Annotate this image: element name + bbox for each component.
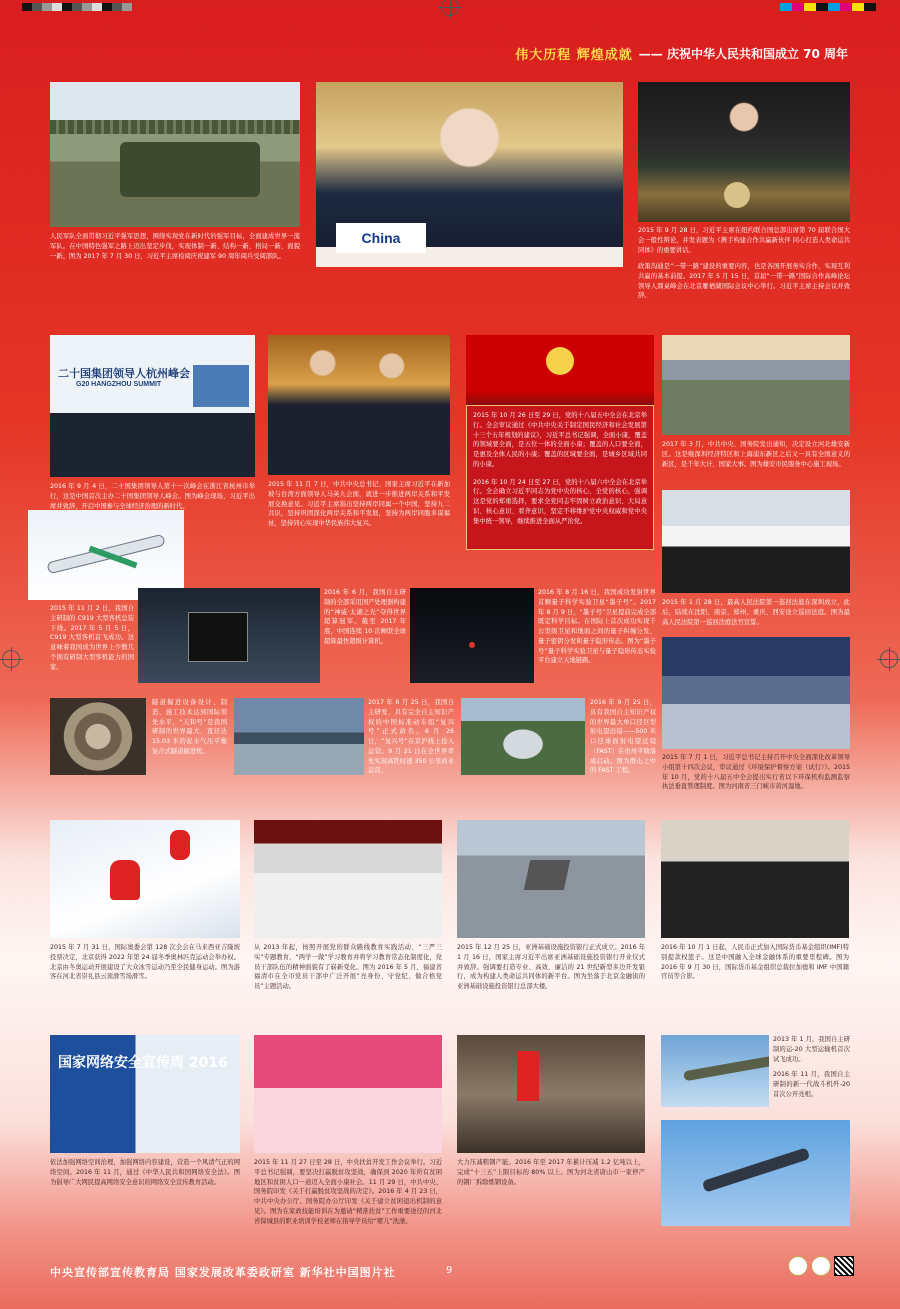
g20-banner-title: 二十国集团领导人杭州峰会 (58, 367, 190, 380)
g20-banner-subtitle: G20 HANGZHOU SUMMIT (76, 381, 162, 388)
caption-c919: 2015 年 11 月 2 日，我国自主研制的 C919 大型客机总装下线。2017 年 5 月 5 日，C919 大型客机首飞成功。这意味着我国成为世界上少数几个拥有研制大型客机能力的国家。 (50, 605, 134, 671)
caption-tunnel: 隧道掘进设备设计、制造、施工技术达到国际领先水平，“天和号”是我国研制的世界最大、直径达 15.03 米的泥水气压平衡复合式隧道掘进机。 (152, 699, 227, 755)
cyber-poster-title: 国家网络安全宣传周 2016 (58, 1055, 228, 1071)
caption-cyber: 依法加强网络空间治理，加强网络内容建设，营造一个风清气正的网络空间。2016 年 11 月，通过《中华人民共和国网络安全法》。图为倡导广大网民提高网络安全意识的网络安全宣传教育活动。 (50, 1159, 240, 1186)
caption-plenum5: 2015 年 10 月 26 日至 29 日，党的十八届五中全会在北京举行。全会审议通过《中共中央关于制定国民经济和社会发展第十三个五年规划的建议》，习近平总书记强调，全面小康，覆盖的领域要全面，是五位一体的全面小康；覆盖的人口要全面，是惠及全体人民的小康；覆盖的区域要全面，是城乡区域共同的小康。 (473, 412, 647, 468)
caption-xiongan: 2017 年 3 月，中共中央、国务院发出通知，决定设立河北雄安新区。这是继深圳经济特区和上海浦东新区之后又一具有全国意义的新区，是千年大计、国家大事。图为雄安市民服务中心施工现场。 (662, 441, 850, 468)
caption-quantum: 2016 年 8 月 16 日，我国成功发射世界首颗量子科学实验卫星“墨子号”。2017 年 8 月 9 日，“墨子号”卫星提前完成全部既定科学目标。在国际上首次成功实现千公里级卫星和地面之间的量子纠缠分发、量子密钥分发和量子隐形传态。图为“墨子号”量子科学实验卫星与量子隐形传态实验平台建立天地链路。 (538, 589, 656, 665)
photo-agency-logo-icon (811, 1256, 831, 1276)
registration-strip-left (22, 3, 132, 11)
header-subtitle: —— 庆祝中华人民共和国成立 70 周年 (638, 47, 848, 61)
un-emblem-icon (724, 182, 750, 208)
crosshair-mark-top (441, 0, 459, 16)
page-number: 9 (446, 1265, 453, 1276)
fast-telescope-photo (461, 698, 585, 775)
china-nameplate: China (336, 223, 426, 253)
y20-transport-photo (661, 1035, 769, 1107)
aiib-logo-icon (524, 860, 570, 890)
caption-j20: 2016 年 11 月，我国自主研制的新一代战斗机歼-20 首次公开亮相。 (773, 1071, 850, 1098)
military-parade-photo (50, 82, 300, 227)
caption-g20: 2016 年 9 月 4 日，二十国集团领导人第十一次峰会在浙江省杭州市举行，这是中国首次主办二十国集团领导人峰会。图为峰会现场，习近平出席并致辞，开启中国参与全球经济治理的新时代。 (50, 483, 255, 510)
imf-group-photo (661, 820, 849, 938)
caption-fuxing: 2017 年 6 月 25 日，我国自主研发、具有完全自主知识产权的中国标准动车组“复兴号”正式命名。6 月 26 日，“复兴号”在京沪线上投入运营。9 月 21 日在全世界率先实现高铁时速 350 公里商业运营。 (368, 699, 454, 775)
g20-summit-photo (50, 335, 255, 477)
caption-fast: 2016 年 9 月 25 日，具有我国自主知识产权的世界最大单口径巨型射电望远镜——500 米口径球面射电望远镜（FAST）在贵州平塘落成启动。图为群山之中的 FAST 工程。 (590, 699, 656, 775)
caption-steel: 大力压减粗钢产能。2016 年至 2017 年累计压减 1.2 亿吨以上，完成“十三五”上限目标的 80% 以上。图为河北省唐山市一家停产的钢厂拆除炼钢设备。 (457, 1159, 645, 1186)
caption-poverty: 2015 年 11 月 27 日至 28 日，中央扶贫开发工作会议举行。习近平总书记强调，要坚决打赢脱贫攻坚战，确保到 2020 年所有贫困地区和贫困人口一道迈入全面小康社会。11 月 29 日，中共中央、国务院印发《关于打赢脱贫攻坚战的决定》。2016 年 4 月 23 日，中共中央办公厅、国务院办公厅印发《关于建立贫困退出机制的意见》。图为在家政技能培训在为邀请“精准扶贫”工作重要途径的河北省保城县的职业培训学校老师在指导学员给“婴儿”洗澡。 (254, 1159, 442, 1225)
caption-supercomputer: 2016 年 6 月，我国自主研制的全部采用国产处理器构建的“神威·太湖之光”夺得世界超算冠军。截至 2017 年底，中国连续 10 次蝉联全球超算最快超级计算机。 (324, 589, 406, 645)
caption-party-education: 从 2013 年起，按照开展党的群众路线教育实践活动、“三严三实”专题教育、“两学一做”学习教育并将学习教育常态化制度化，党员干部队伍的精神面貌有了崭新变化。图为 2016 年 5 月，福建省福清市在全市党员干部中广泛开展“亮身份、守党纪、做合格党员”主题活动。 (254, 944, 442, 990)
leader-portrait-photo (316, 82, 623, 267)
caption-parade: 人民军队全面贯彻习近平强军思想，围绕实现党在新时代的强军目标，全面建成世界一流军队。在中国特色强军之路上迈出坚定步伐，实现体制一新、结构一新、格局一新、面貌一新。图为 2017 年 7 月 30 日，习近平主席检阅庆祝建军 90 周年阅兵受阅部队。 (50, 233, 300, 260)
page-header (515, 44, 848, 63)
header-title: 伟大历程 辉煌成就 (515, 48, 633, 63)
caption-rmb: 2016 年 10 月 1 日起，人民币正式加入国际货币基金组织(IMF)特别提款权篮子。这是中国融入全球金融体系的重要里程碑。图为 2016 年 9 月 30 日，国际货币基金组织总裁拉加德和 IMF 中国籍官员等合影。 (661, 944, 849, 981)
footer-logos (788, 1256, 854, 1276)
aiib-headquarters-photo (457, 820, 645, 938)
tunnel-boring-machine-photo (50, 698, 146, 775)
caption-handshake: 2015 年 11 月 7 日，中共中央总书记、国家主席习近平在新加坡与台湾方面领导人马英九会面，就进一步推进两岸关系和平发展交换意见。习近平主席指出坚持两岸同属一个中国，坚持九二共识，坚持巩固深化两岸关系和平发展，坚持为两岸同胞多谋福祉，坚持同心实现中华民族伟大复兴。 (268, 481, 450, 527)
caption-plenum6: 2016 年 10 月 24 日至 27 日，党的十八届六中全会在北京举行。全会确立习近平同志为党中央的核心、全党的核心，强调这是党的郑重选择，要求全党同志牢固树立政治意识、大局意识、核心意识、看齐意识，坚定不移维护党中央权威和党中央集中统一领导，继续推进全面从严治党。 (473, 478, 647, 525)
plenum-caption-panel (466, 405, 654, 550)
quantum-satellite-photo (410, 588, 534, 683)
caption-belt-road: 政策沟通是“一带一路”建设的重要内容，也是各国开展务实合作、实现互利共赢的基本前提。2017 年 5 月 15 日，首届“一带一路”国际合作高峰论坛领导人圆桌峰会在北京雁栖湖国际会议中心举行。习近平主席主持会议并致辞。 (638, 263, 850, 300)
poverty-training-photo (254, 1035, 442, 1153)
steel-mill-dismantling-photo (457, 1035, 645, 1153)
xiongan-aerial-photo (662, 335, 850, 435)
registration-strip-right (780, 3, 876, 11)
fuxing-train-photo (234, 698, 364, 775)
caption-y20: 2013 年 1 月，我国自主研制的运-20 大型运输机首次试飞成功。 (773, 1036, 850, 1063)
ski-resort-photo (50, 820, 240, 938)
crosshair-mark-right (880, 650, 898, 668)
party-flag-photo (466, 335, 654, 405)
emblem-logo-icon (788, 1256, 808, 1276)
cyber-security-week-photo (50, 1035, 240, 1153)
caption-un: 2015 年 9 月 28 日，习近平主席在纽约联合国总部出席第 70 届联合国大会一般性辩论，并发表题为《携手构建合作共赢新伙伴 同心打造人类命运共同体》的重要讲话。 (638, 227, 850, 254)
circuit-court-photo (662, 490, 850, 593)
caption-court: 2015 年 1 月 28 日，最高人民法院第一巡回法庭在深圳成立，此后，陆续在沈阳、南京、郑州、重庆、西安设立巡回法庭。图为最高人民法院第一巡回法庭法官宣誓。 (662, 599, 850, 626)
party-emblem-icon (546, 347, 574, 375)
publisher-credits: 中央宣传部宣传教育局 国家发展改革委政研室 新华社中国图片社 (50, 1266, 396, 1279)
qr-code-icon (834, 1256, 854, 1276)
caption-river: 2015 年 7 月 1 日，习近平总书记主持召开中央全面深化改革领导小组第十四次会议，审议通过《环境保护督察方案（试行）》。2015 年 10 月，党的十八届五中全会提出实行省以下环保机构监测监察执法垂直管理制度。图为河南省三门峡市黄河湿地。 (662, 754, 850, 791)
un-speech-photo (638, 82, 850, 222)
caption-ski: 2015 年 7 月 31 日，国际奥委会第 128 次全会在马来西亚吉隆坡投票决定，北京获得 2022 年第 24 届冬季奥林匹克运动会举办权。北京由冬奥运动开展建设了大众冰雪运动乃至全民健身运动。图为游客在河北省崇礼县云顶滑雪场滑雪。 (50, 944, 240, 981)
c919-aircraft-photo (28, 510, 184, 600)
yellow-river-wetland-photo (662, 637, 850, 749)
supercomputer-photo (138, 588, 320, 683)
j20-fighter-photo (661, 1120, 850, 1226)
party-members-service-photo (254, 820, 442, 938)
cross-strait-meeting-photo (268, 335, 450, 475)
crosshair-mark-left (2, 650, 20, 668)
caption-aiib: 2015 年 12 月 25 日，亚洲基础设施投资银行正式成立。2016 年 1 月 16 日，国家主席习近平出席亚洲基础设施投资银行开业仪式并致辞。强调要打造专业、高效、廉洁的 21 世纪新型多边开发银行，成为构建人类命运共同体的新平台。图为坐落于北京金融街的亚洲基础设施投资银行总部大楼。 (457, 944, 645, 990)
